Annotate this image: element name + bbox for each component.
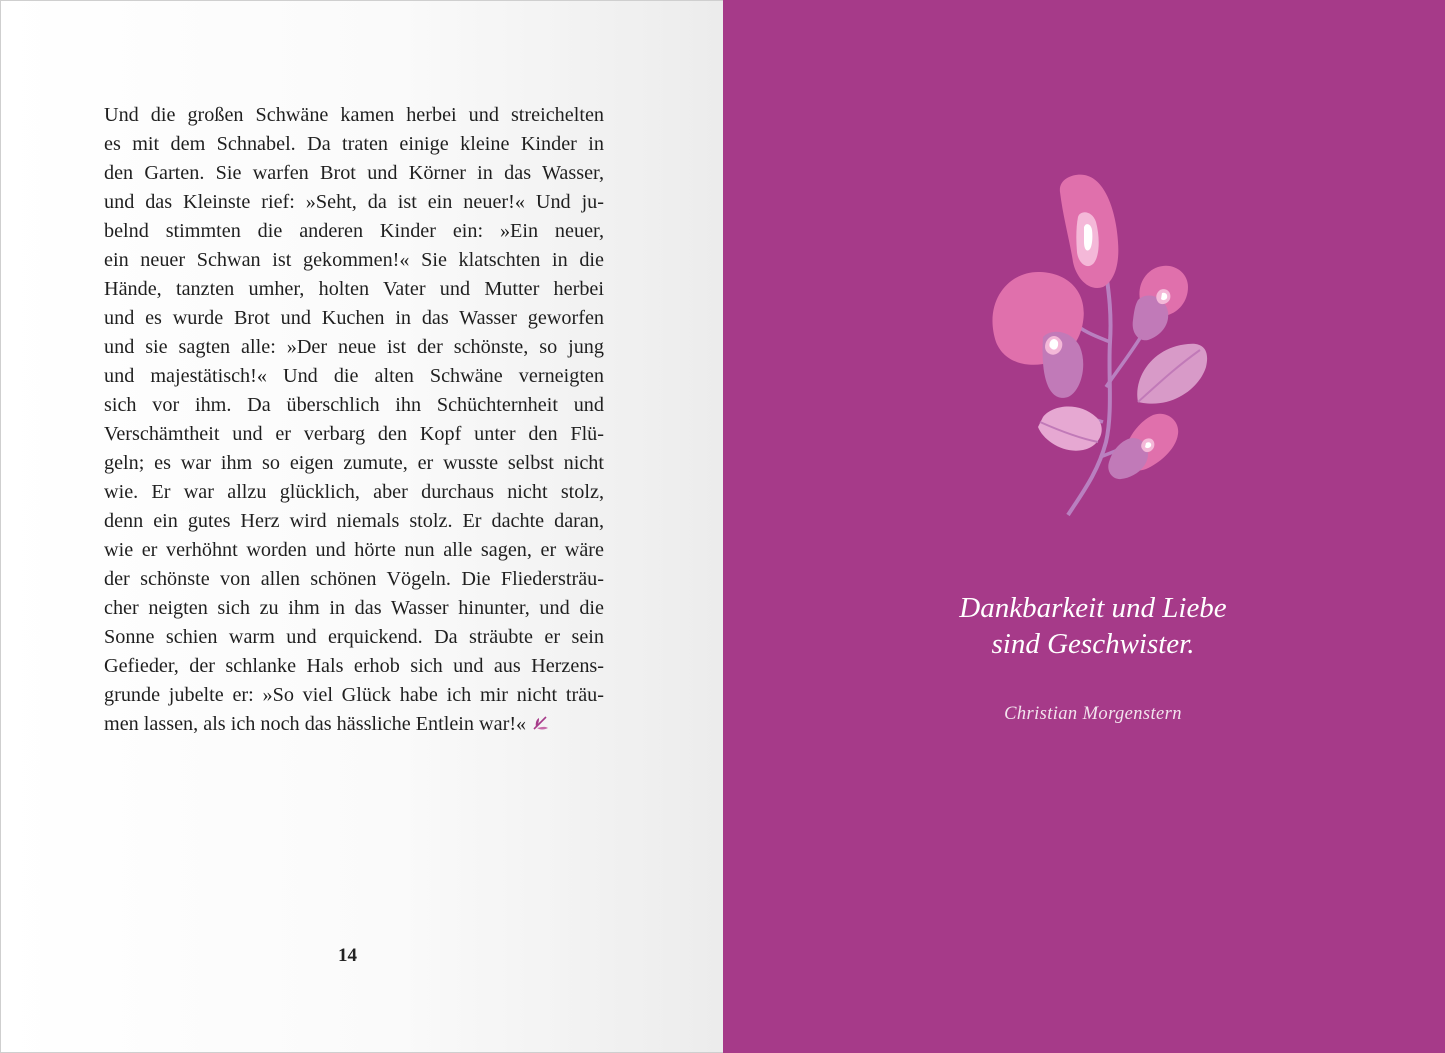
story-text	[104, 101, 604, 740]
text-line: wie er verhöhnt worden und hörte nun alle sagen, er wäre	[104, 539, 604, 561]
text-line: Gefieder, der schlanke Hals erhob sich und aus Herzens-	[104, 655, 604, 677]
last-line-text: men lassen, als ich noch das hässliche Entlein war!«	[104, 713, 527, 735]
text-line: und sie sagten alle: »Der neue ist der schönste, so jung	[104, 336, 604, 358]
text-line: ein neuer Schwan ist gekommen!« Sie klatschten in die	[104, 249, 604, 271]
page-number: 14	[338, 945, 357, 966]
right-page	[723, 0, 1445, 1053]
leaf-end-mark-icon	[532, 711, 550, 740]
text-line: den Garten. Sie warfen Brot und Körner in das Wasser,	[104, 162, 604, 184]
text-line: Verschämtheit und er verbarg den Kopf unter den Flü-	[104, 423, 604, 445]
quote-line-2: sind Geschwister.	[991, 628, 1195, 660]
text-line: wie. Er war allzu glücklich, aber durchaus nicht stolz,	[104, 481, 604, 503]
text-line: Sonne schien warm und erquickend. Da sträubte er sein	[104, 626, 604, 648]
quote	[723, 590, 1445, 662]
text-line: und es wurde Brot und Kuchen in das Wasser geworfen	[104, 307, 604, 329]
text-line: Hände, tanzten umher, holten Vater und Mutter herbei	[104, 278, 604, 300]
flower-branch-icon	[988, 172, 1218, 526]
quote-line-1: Dankbarkeit und Liebe	[959, 592, 1227, 624]
text-line: der schönste von allen schönen Vögeln. Die Fliedersträu-	[104, 568, 604, 590]
text-line: cher neigten sich zu ihm in das Wasser hinunter, und die	[104, 597, 604, 619]
text-line-last	[104, 710, 604, 740]
quote-author: Christian Morgenstern	[1004, 704, 1182, 724]
text-line: grunde jubelte er: »So viel Glück habe ich mir nicht träu-	[104, 684, 604, 706]
text-line: es mit dem Schnabel. Da traten einige kleine Kinder in	[104, 133, 604, 155]
text-line: und majestätisch!« Und die alten Schwäne verneigten	[104, 365, 604, 387]
text-line: belnd stimmten die anderen Kinder ein: »Ein neuer,	[104, 220, 604, 242]
text-line: Und die großen Schwäne kamen herbei und streichelten	[104, 104, 604, 126]
text-line: geln; es war ihm so eigen zumute, er wusste selbst nicht	[104, 452, 604, 474]
text-line: sich vor ihm. Da überschlich ihn Schüchternheit und	[104, 394, 604, 416]
text-line: denn ein gutes Herz wird niemals stolz. Er dachte daran,	[104, 510, 604, 532]
text-line: und das Kleinste rief: »Seht, da ist ein neuer!« Und ju-	[104, 191, 604, 213]
